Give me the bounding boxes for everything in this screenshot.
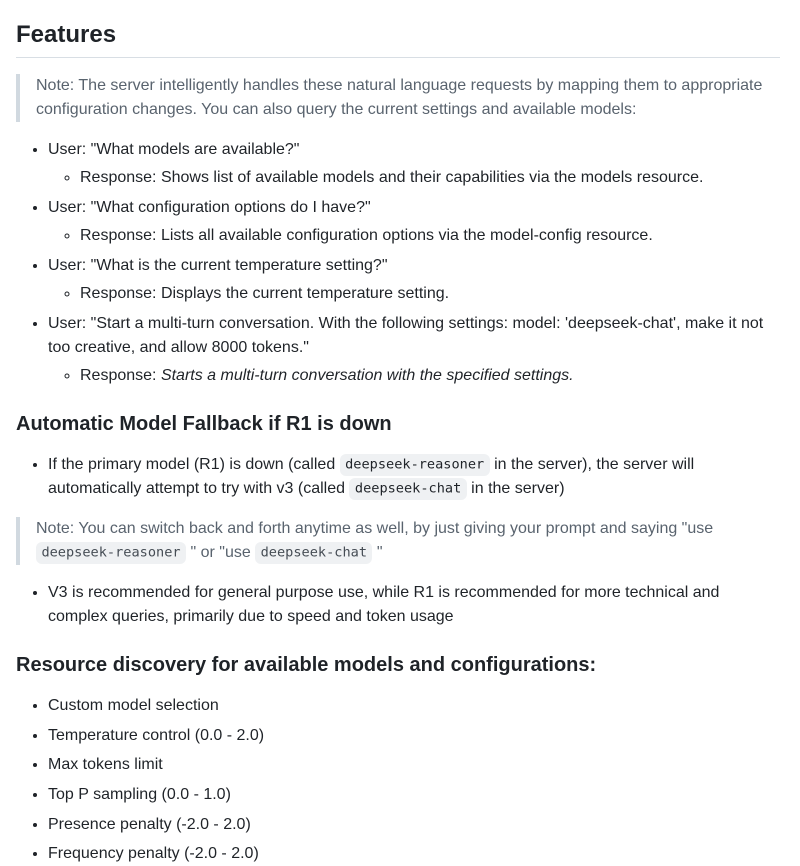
switch-note-text-1: Note: You can switch back and forth anytime as well, by just giving your prompt and saying "use	[36, 520, 714, 538]
qa-user-item	[48, 312, 780, 388]
qa-response-text: Response: Shows list of available models and their capabilities via the models resource.	[80, 169, 704, 187]
qa-response-list	[48, 364, 780, 388]
qa-response-italic-text: Starts a multi-turn conversation with the specified settings.	[160, 367, 574, 385]
qa-response-item	[80, 364, 780, 388]
qa-user-text: User: "What models are available?"	[48, 141, 300, 159]
qa-list	[16, 138, 780, 388]
qa-user-item	[48, 138, 780, 190]
fallback-list	[16, 453, 780, 501]
resource-item-text: Frequency penalty (-2.0 - 2.0)	[48, 845, 259, 863]
resource-item	[48, 694, 780, 718]
v3-item	[48, 581, 780, 629]
resource-item	[48, 753, 780, 777]
features-heading: Features	[16, 20, 780, 58]
switch-note-text-2: " or "use	[186, 544, 256, 562]
note-text: Note: The server intelligently handles these natural language requests by mapping them to appropriate configuration changes. You can also query the current settings and available models:	[36, 77, 763, 119]
resources-list	[16, 694, 780, 866]
qa-user-item	[48, 254, 780, 306]
switch-note-text	[36, 517, 764, 565]
resource-item-text: Presence penalty (-2.0 - 2.0)	[48, 815, 251, 833]
resource-item	[48, 813, 780, 837]
resources-heading: Resource discovery for available models and configurations:	[16, 654, 597, 677]
qa-response-item	[80, 166, 780, 190]
qa-response-list	[48, 224, 780, 248]
note-blockquote	[16, 74, 780, 122]
inline-code-deepseek-chat: deepseek-chat	[255, 542, 372, 563]
qa-response-item	[80, 224, 780, 248]
resource-item	[48, 842, 780, 866]
resource-item	[48, 724, 780, 748]
qa-response-text: Response: Lists all available configuration options via the model-config resource.	[80, 227, 653, 245]
switch-note-text-3: "	[372, 544, 383, 562]
fallback-text-1: If the primary model (R1) is down (called	[48, 456, 340, 474]
qa-user-text: User: "What configuration options do I have?"	[48, 199, 371, 217]
switch-note-blockquote	[16, 517, 780, 565]
qa-response-text: Response:	[80, 367, 161, 385]
inline-code-deepseek-chat: deepseek-chat	[349, 478, 466, 499]
resource-item-text: Custom model selection	[48, 697, 219, 715]
qa-user-text: User: "What is the current temperature setting?"	[48, 257, 388, 275]
fallback-heading: Automatic Model Fallback if R1 is down	[16, 413, 392, 436]
qa-user-item	[48, 196, 780, 248]
fallback-text-2: in the server), the server will automatically attempt to try with v3 (called	[48, 456, 695, 498]
v3-item-text: V3 is recommended for general purpose use, while R1 is recommended for more technical and complex queries, primarily due to speed and token usage	[48, 584, 720, 626]
qa-user-text: User: "Start a multi-turn conversation. With the following settings: model: 'deepseek-chat', make it not too creative, and allow 8000 tokens."	[48, 315, 764, 357]
qa-response-text: Response: Displays the current temperature setting.	[80, 285, 450, 303]
resource-item-text: Top P sampling (0.0 - 1.0)	[48, 785, 231, 803]
v3-list	[16, 581, 780, 629]
resource-item	[48, 783, 780, 807]
fallback-text-3: in the server)	[466, 480, 565, 498]
qa-response-list	[48, 282, 780, 306]
resource-item-text: Temperature control (0.0 - 2.0)	[48, 726, 265, 744]
inline-code-deepseek-reasoner: deepseek-reasoner	[36, 542, 186, 563]
inline-code-deepseek-reasoner: deepseek-reasoner	[340, 454, 490, 475]
resource-item-text: Max tokens limit	[48, 756, 163, 774]
qa-response-list	[48, 166, 780, 190]
qa-response-item	[80, 282, 780, 306]
fallback-item	[48, 453, 780, 501]
